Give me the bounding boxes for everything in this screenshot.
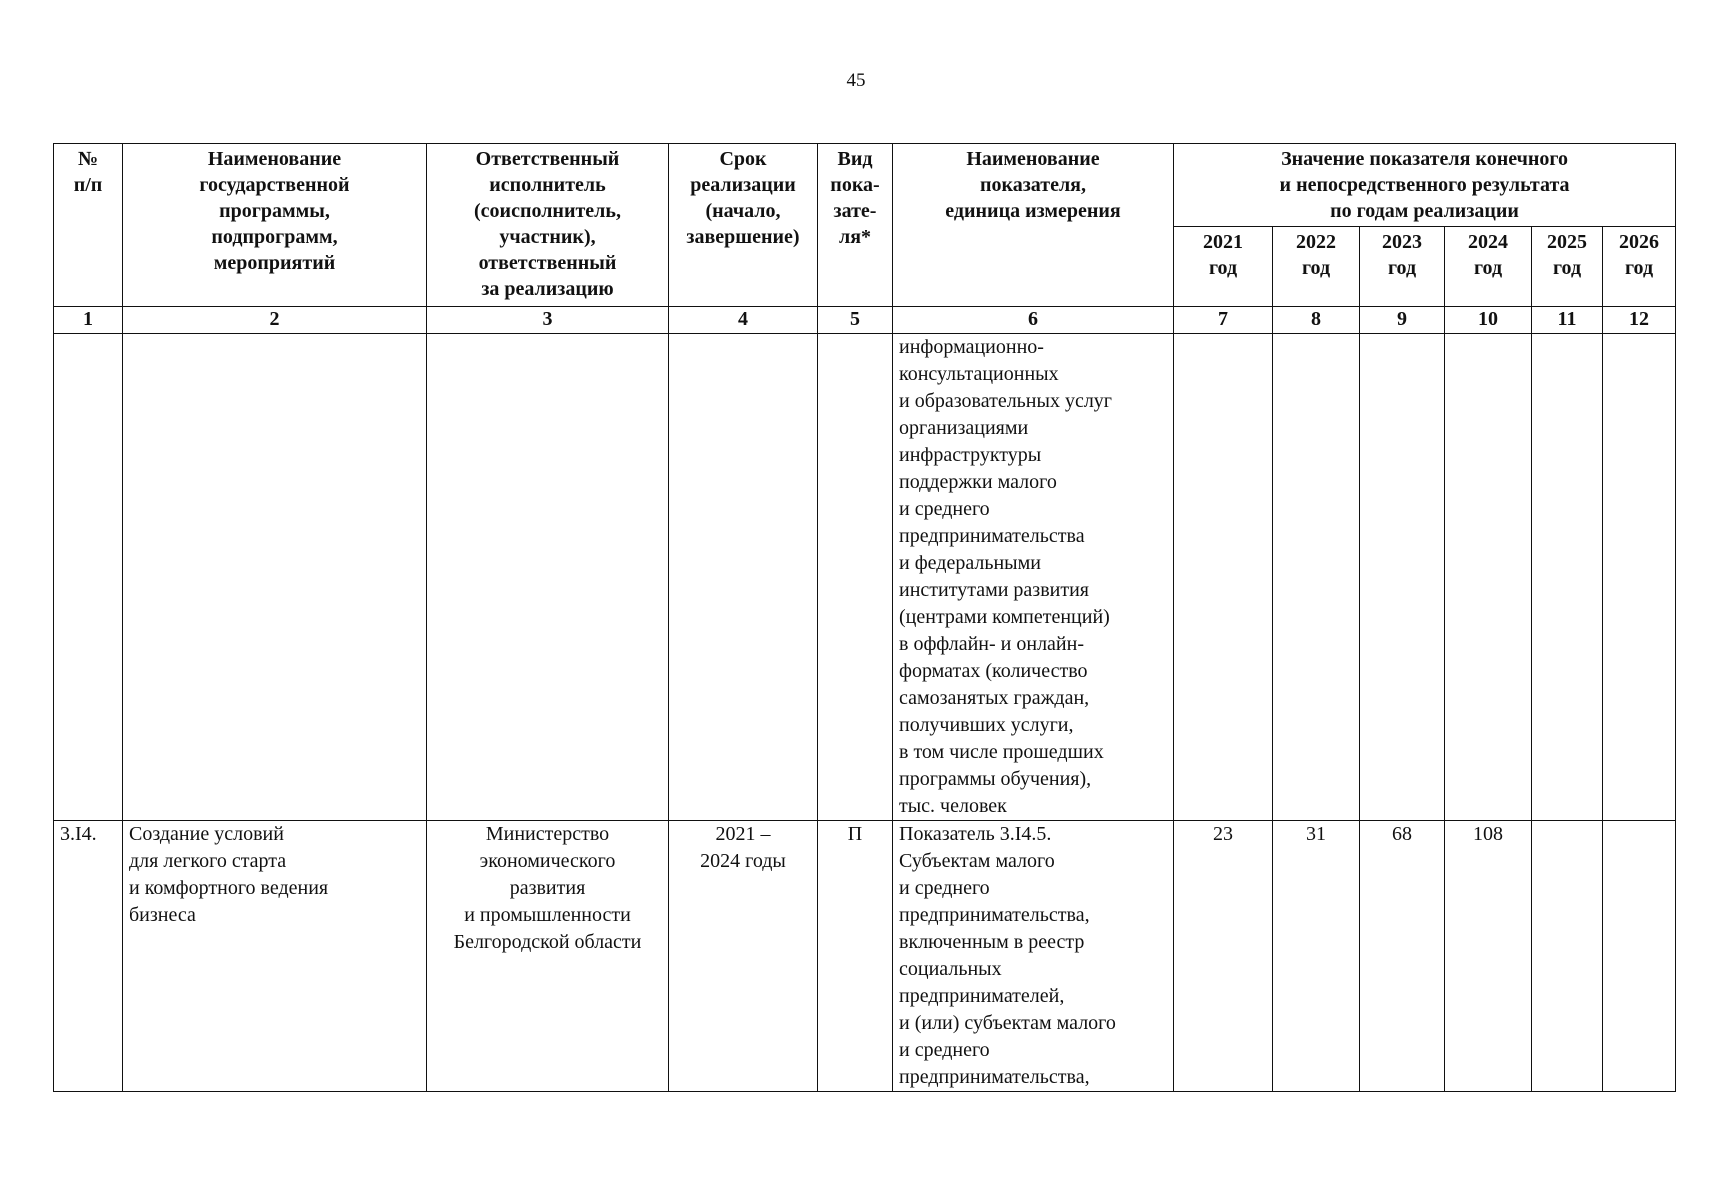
column-numbers-row: [54, 307, 1676, 334]
program-name: Создание условий для легкого старта и комфортного ведения бизнеса: [123, 821, 427, 1092]
header-year-2023: 2023 год: [1360, 227, 1445, 307]
column-number: 5: [818, 307, 893, 334]
table-row-3i4: [54, 821, 1676, 1092]
header-year-2022: 2022 год: [1273, 227, 1360, 307]
value-2023: 68: [1360, 821, 1445, 1092]
indicator-name: Показатель 3.I4.5. Субъектам малого и среднего предпринимательства, включенным в реестр социальных предпринимателей, и (или) субъектам малого и среднего предпринимательства,: [893, 821, 1174, 1092]
column-number: 10: [1445, 307, 1532, 334]
implementation-period: 2021 – 2024 годы: [669, 821, 818, 1092]
header-number: № п/п: [54, 144, 123, 307]
header-year-2024: 2024 год: [1445, 227, 1532, 307]
column-number: 11: [1532, 307, 1603, 334]
empty-cell: [669, 334, 818, 821]
header-year-2025: 2025 год: [1532, 227, 1603, 307]
indicators-table: [53, 143, 1676, 1092]
empty-cell: [1174, 334, 1273, 821]
row-number: 3.I4.: [54, 821, 123, 1092]
table-row-continued: [54, 334, 1676, 821]
column-number: 3: [427, 307, 669, 334]
value-2024: 108: [1445, 821, 1532, 1092]
column-number: 1: [54, 307, 123, 334]
empty-cell: [818, 334, 893, 821]
responsible-executor: Министерство экономического развития и промышленности Белгородской области: [427, 821, 669, 1092]
header-implementation-period: Срок реализации (начало, завершение): [669, 144, 818, 307]
empty-cell: [54, 334, 123, 821]
empty-cell: [1273, 334, 1360, 821]
value-2022: 31: [1273, 821, 1360, 1092]
column-number: 6: [893, 307, 1174, 334]
column-number: 8: [1273, 307, 1360, 334]
header-responsible-executor: Ответственный исполнитель (соисполнитель, участник), ответственный за реализацию: [427, 144, 669, 307]
header-year-2026: 2026 год: [1603, 227, 1676, 307]
empty-cell: [427, 334, 669, 821]
header-indicator-type: Вид пока- зате- ля*: [818, 144, 893, 307]
indicator-type: П: [818, 821, 893, 1092]
header-indicator-name: Наименование показателя, единица измерения: [893, 144, 1174, 307]
header-values-group: Значение показателя конечного и непосредственного результата по годам реализации: [1174, 144, 1676, 227]
column-number: 12: [1603, 307, 1676, 334]
value-2025: [1532, 821, 1603, 1092]
empty-cell: [1360, 334, 1445, 821]
value-2021: 23: [1174, 821, 1273, 1092]
header-program-name: Наименование государственной программы, подпрограмм, мероприятий: [123, 144, 427, 307]
empty-cell: [123, 334, 427, 821]
value-2026: [1603, 821, 1676, 1092]
empty-cell: [1445, 334, 1532, 821]
empty-cell: [1603, 334, 1676, 821]
column-number: 9: [1360, 307, 1445, 334]
header-year-2021: 2021 год: [1174, 227, 1273, 307]
page-number: 45: [846, 70, 866, 91]
empty-cell: [1532, 334, 1603, 821]
column-number: 7: [1174, 307, 1273, 334]
indicator-name-continued: информационно- консультационных и образовательных услуг организациями инфраструктуры поддержки малого и среднего предпринимательства и федеральными институтами развития (центрами компетенций) в оффлайн- и онлайн- форматах (количество самозанятых граждан, получивших услуги, в том числе прошедших программы обучения), тыс. человек: [893, 334, 1174, 821]
column-number: 2: [123, 307, 427, 334]
column-number: 4: [669, 307, 818, 334]
